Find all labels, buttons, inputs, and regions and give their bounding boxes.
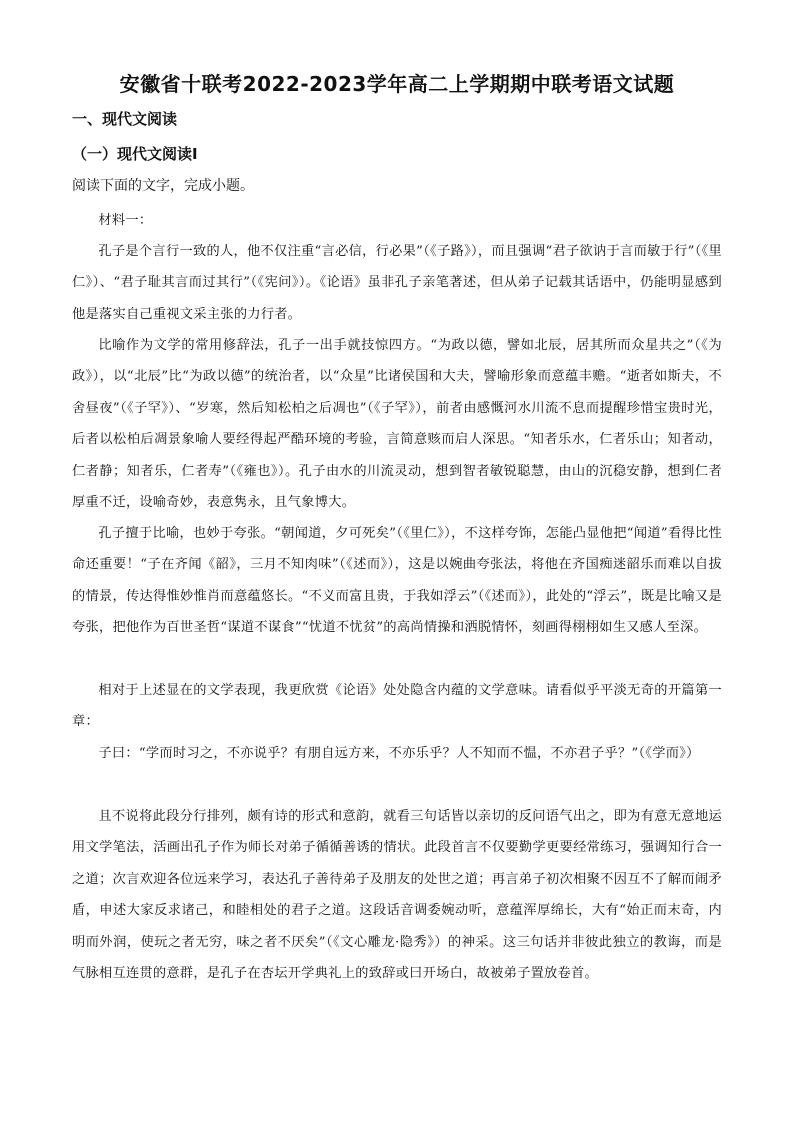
material-label: 材料一： bbox=[98, 213, 153, 228]
paragraph-5: 子曰：“学而时习之，不亦说乎？有朋自远方来，不亦乐乎？人不知而不愠，不亦君子乎？”（《学而》） bbox=[98, 746, 700, 761]
paragraph-4: 相对于上述显在的文学表现，我更欣赏《论语》处处隐含内蕴的文学意味。请看似乎平淡无奇的开篇第一章： bbox=[72, 683, 722, 730]
instruction-text: 阅读下面的文字，完成小题。 bbox=[72, 178, 254, 194]
paragraph-2: 比喻作为文学的常用修辞法，孔子一出手就技惊四方。“为政以德，譬如北辰，居其所而众星共之”（《为政》），以“北辰”比“为政以德”的统治者，以“众星”比诸侯国和大夫，譬喻形象而意蕴丰赡。“逝者如斯夫，不舍昼夜”（《子罕》）、“岁寒，然后知松柏之后凋也”（《子罕》），前者由感慨河水川流不息而提醒珍惜宝贵时光，后者以松柏后凋景象喻人要经得起严酷环境的考验，言简意赅而启人深思。“知者乐水，仁者乐山；知者动，仁者静；知者乐，仁者寿”（《雍也》）。孔子由水的川流灵动，想到智者敏锐聪慧，由山的沉稳安静，想到仁者厚重不迁，设喻奇妙，表意隽永，且气象博大。 bbox=[72, 338, 722, 511]
paragraph-6: 且不说将此段分行排列，颇有诗的形式和意韵，就看三句话皆以亲切的反问语气出之，即为有意无意地运用文学笔法，活画出孔子作为师长对弟子循循善诱的情状。此段首言不仅要勤学更要经常练习，强调知行合一之道；次言欢迎各位远来学习，表达孔子善待弟子及朋友的处世之道；再言弟子初次相聚不因互不了解而闹矛盾，申述大家反求诸己，和睦相处的君子之道。这段话音调委婉动听，意蕴浑厚绵长，大有“始正而末奇，内明而外润，使玩之者无穷，味之者不厌矣”（《文心雕龙·隐秀》）的神采。这三句话并非彼此独立的教诲，而是气脉相互连贯的意群，是孔子在杏坛开学典礼上的致辞或曰开场白，故被弟子置放卷首。 bbox=[72, 809, 722, 982]
page-title: 安徽省十联考2022-2023学年高二上学期期中联考语文试题 bbox=[119, 72, 675, 96]
subsection-heading: （一）现代文阅读Ⅰ bbox=[72, 145, 198, 163]
paragraph-3: 孔子擅于比喻，也妙于夸张。“朝闻道，夕可死矣”（《里仁》），不这样夸饰，怎能凸显他把“闻道”看得比性命还重要！“子在齐闻《韶》，三月不知肉味”（《述而》），这是以婉曲夸张法，将他在齐国痴迷韶乐而难以自拔的情景，传达得惟妙惟肖而意蕴悠长。“不义而富且贵，于我如浮云”（《述而》），此处的“浮云”，既是比喻又是夸张，把他作为百世圣哲“谋道不谋食”“忧道不忧贫”的高尚情操和洒脱情怀，刻画得栩栩如生又感人至深。 bbox=[72, 526, 723, 636]
paragraph-1: 孔子是个言行一致的人，他不仅注重“言必信，行必果”（《子路》），而且强调“君子欲讷于言而敏于行”（《里仁》）、“君子耻其言而过其行”（《宪问》）。《论语》虽非孔子亲笔著述，但从弟子记载其话语中，仍能明显感到他是落实自己重视文采主张的力行者。 bbox=[72, 244, 722, 322]
section-heading: 一、现代文阅读 bbox=[72, 110, 178, 128]
